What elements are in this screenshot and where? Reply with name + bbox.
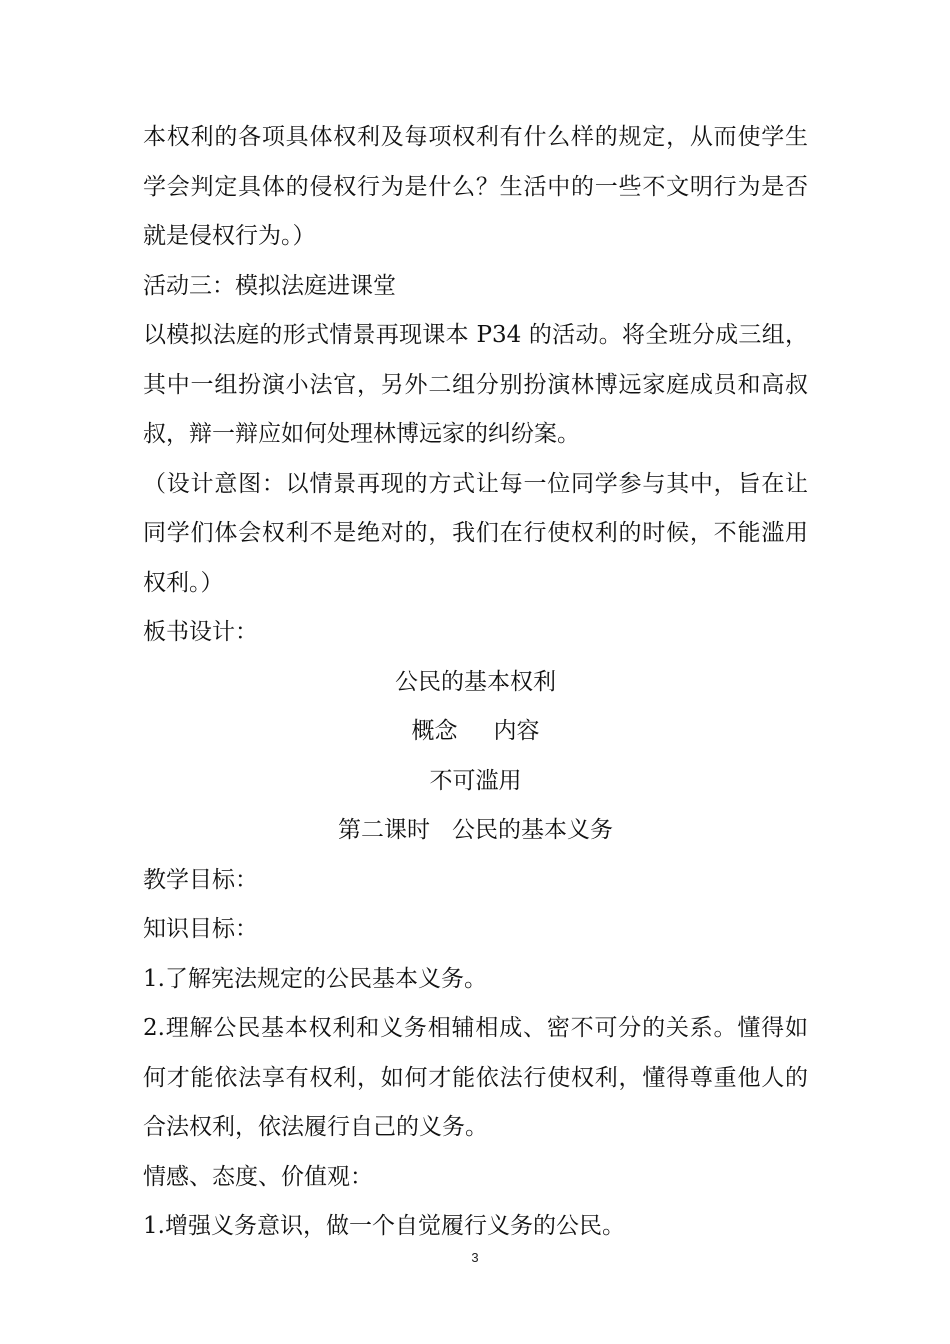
lesson-title	[143, 806, 808, 856]
knowledge-goal-2: 2.理解公民基本权利和义务相辅相成、密不可分的关系。懂得如何才能依法享有权利，如何才能依法行使权利，懂得尊重他人的合法权利，依法履行自己的义务。	[143, 1015, 808, 1140]
paragraph-design-intent-court: （设计意图：以情景再现的方式让每一位同学参与其中，旨在让同学们体会权利不是绝对的，我们在行使权利的时候，不能滥用权利。）	[143, 470, 808, 596]
board-item-no-abuse: 不可滥用	[429, 767, 522, 794]
board-design-heading: 板书设计：	[143, 619, 258, 645]
lesson-title-period: 第二课时	[338, 817, 430, 843]
board-title: 公民的基本权利	[395, 668, 556, 695]
lesson-title-topic: 公民的基本义务	[452, 817, 613, 843]
board-row-concept-content	[143, 707, 808, 757]
paragraph-mock-court: 以模拟法庭的形式情景再现课本 P34 的活动。将全班分成三组，其中一组扮演小法官，另外二组分别扮演林博远家庭成员和高叔叔，辩一辩应如何处理林博远家的纠纷案。	[143, 322, 808, 447]
paragraph-design-intent-rights: 本权利的各项具体权利及每项权利有什么样的规定，从而使学生学会判定具体的侵权行为是什么？生活中的一些不文明行为是否就是侵权行为。）	[143, 124, 808, 249]
attitude-goal-1: 1.增强义务意识，做一个自觉履行义务的公民。	[143, 1213, 625, 1239]
activity-three-heading: 活动三：模拟法庭进课堂	[143, 272, 396, 299]
attitude-values-heading: 情感、态度、价值观：	[143, 1163, 373, 1190]
knowledge-goal-1: 1.了解宪法规定的公民基本义务。	[143, 965, 487, 992]
board-item-concept: 概念	[411, 718, 458, 744]
board-item-content: 内容	[493, 718, 540, 744]
teaching-goals-heading: 教学目标：	[143, 866, 258, 893]
knowledge-goals-heading: 知识目标：	[143, 916, 258, 942]
page-number: 3	[471, 1250, 479, 1265]
document-body	[143, 113, 808, 1252]
